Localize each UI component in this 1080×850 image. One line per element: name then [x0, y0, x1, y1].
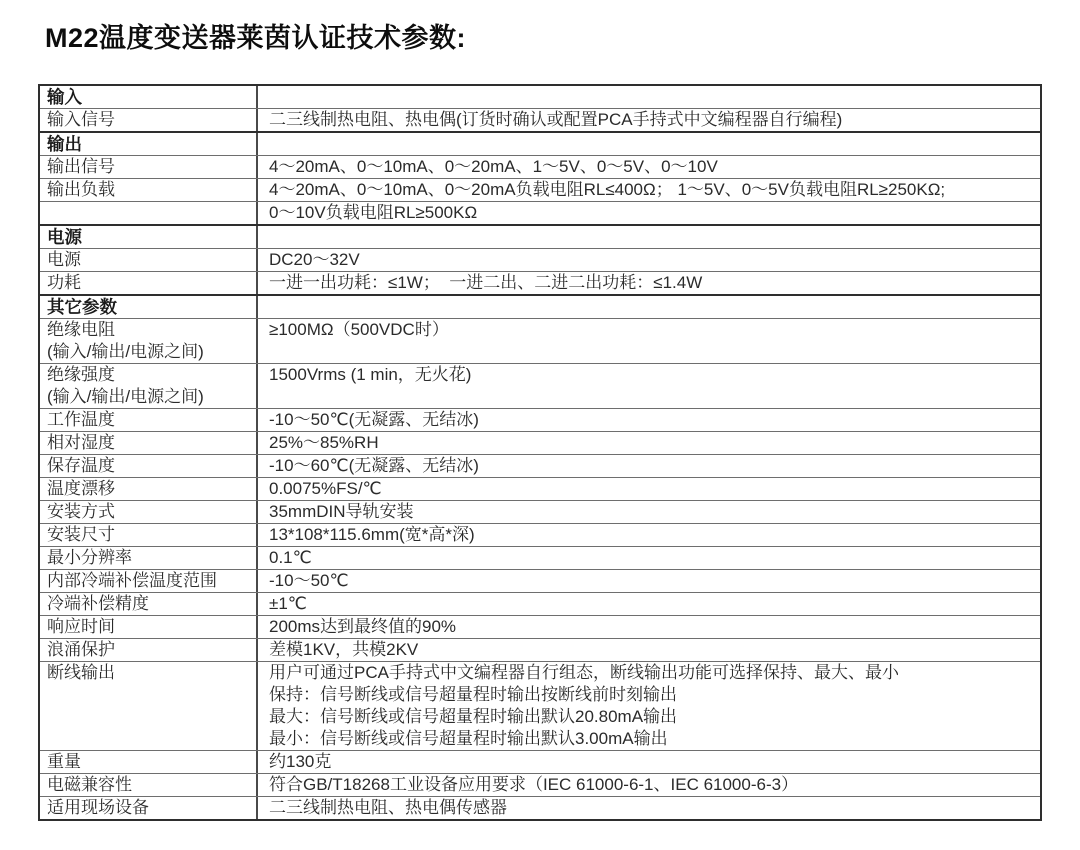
spec-value-cell — [258, 570, 1040, 592]
spec-row — [40, 477, 1040, 500]
spec-value-cell — [258, 593, 1040, 615]
spec-value-cell — [258, 524, 1040, 546]
spec-value-cell — [258, 409, 1040, 431]
spec-value-line: 最大：信号断线或信号超量程时输出默认20.80mA输出 — [269, 707, 678, 726]
section-header-row — [40, 224, 1040, 248]
spec-value-line: -10～50℃ — [269, 571, 349, 590]
spec-label-line: 保存温度 — [47, 456, 115, 475]
spec-label-line: 安装方式 — [47, 502, 115, 521]
spec-label-cell — [40, 296, 258, 318]
spec-value-cell — [258, 86, 1040, 108]
spec-value-cell — [258, 547, 1040, 569]
section-header-row — [40, 294, 1040, 318]
spec-value-cell — [258, 109, 1040, 131]
spec-row — [40, 500, 1040, 523]
spec-label-cell — [40, 409, 258, 431]
spec-row — [40, 454, 1040, 477]
spec-row — [40, 661, 1040, 750]
spec-label-line: 电源 — [47, 250, 81, 269]
spec-label-cell — [40, 432, 258, 454]
spec-value-cell — [258, 639, 1040, 661]
spec-label-line: 绝缘强度 — [47, 365, 115, 384]
spec-label-line — [47, 202, 252, 224]
spec-value-cell — [258, 272, 1040, 294]
spec-label-line: 相对湿度 — [47, 433, 115, 452]
spec-value-line: -10～60℃(无凝露、无结冰) — [269, 456, 479, 475]
spec-value-cell — [258, 432, 1040, 454]
spec-label-cell — [40, 109, 258, 131]
spec-label-line: 输入信号 — [47, 110, 115, 129]
spec-value-cell — [258, 156, 1040, 178]
section-header-row — [40, 86, 1040, 108]
spec-label-line: 内部冷端补偿温度范围 — [47, 571, 217, 590]
spec-label-cell — [40, 774, 258, 796]
spec-value-line: 0.0075%FS/℃ — [269, 479, 382, 498]
spec-label-line: 冷端补偿精度 — [47, 594, 149, 613]
spec-value-line: 差模1KV，共模2KV — [269, 640, 419, 659]
spec-label-line: 输出负载 — [47, 180, 115, 199]
spec-label-cell — [40, 455, 258, 477]
spec-label-line: 最小分辨率 — [47, 548, 132, 567]
spec-row — [40, 569, 1040, 592]
spec-label-cell — [40, 662, 258, 750]
spec-label-line: 工作温度 — [47, 410, 115, 429]
spec-label-cell — [40, 319, 258, 363]
spec-row — [40, 638, 1040, 661]
spec-row — [40, 271, 1040, 294]
spec-value-line: 二三线制热电阻、热电偶(订货时确认或配置PCA手持式中文编程器自行编程) — [269, 110, 843, 129]
spec-label-cell — [40, 797, 258, 819]
spec-label-line: 绝缘电阻 — [47, 320, 115, 339]
spec-label-line: 适用现场设备 — [47, 798, 149, 817]
spec-value-cell — [258, 249, 1040, 271]
spec-table — [38, 84, 1042, 821]
spec-label-line: 电源 — [47, 227, 82, 247]
spec-value-cell — [258, 133, 1040, 155]
spec-label-cell — [40, 133, 258, 155]
spec-value-line: ±1℃ — [269, 594, 307, 613]
spec-label-cell — [40, 179, 258, 201]
spec-label-line: 输出信号 — [47, 157, 115, 176]
spec-label-line: 电磁兼容性 — [47, 775, 132, 794]
spec-label-line: 功耗 — [47, 273, 81, 292]
spec-label-cell — [40, 226, 258, 248]
spec-value-cell — [258, 202, 1040, 224]
spec-row — [40, 750, 1040, 773]
spec-value-line: 4～20mA、0～10mA、0～20mA负载电阻RL≤400Ω； 1～5V、0～5V负载电阻RL≥250KΩ; — [269, 180, 946, 199]
spec-label-cell — [40, 501, 258, 523]
spec-value-cell — [258, 501, 1040, 523]
spec-label-line: (输入/输出/电源之间) — [47, 387, 204, 406]
page-title: M22温度变送器莱茵认证技术参数: — [45, 23, 467, 53]
spec-row — [40, 523, 1040, 546]
spec-row — [40, 201, 1040, 224]
spec-label-line: 温度漂移 — [47, 479, 115, 498]
spec-row — [40, 408, 1040, 431]
spec-value-cell — [258, 662, 1040, 750]
spec-label-line: 输入 — [47, 87, 82, 107]
spec-value-line: 0.1℃ — [269, 548, 312, 567]
spec-label-cell — [40, 616, 258, 638]
spec-value-line: DC20～32V — [269, 250, 360, 269]
spec-label-line: 响应时间 — [47, 617, 115, 636]
spec-label-line: 安装尺寸 — [47, 525, 115, 544]
spec-row — [40, 178, 1040, 201]
spec-value-line: 符合GB/T18268工业设备应用要求（IEC 61000-6-1、IEC 61000-6-3） — [269, 775, 799, 794]
spec-value-line: 25%～85%RH — [269, 433, 379, 452]
spec-label-cell — [40, 202, 258, 224]
spec-row — [40, 108, 1040, 131]
spec-row — [40, 796, 1040, 819]
spec-label-cell — [40, 639, 258, 661]
spec-label-line: 断线输出 — [47, 663, 115, 682]
spec-label-cell — [40, 364, 258, 408]
spec-value-cell — [258, 478, 1040, 500]
spec-row — [40, 615, 1040, 638]
spec-row — [40, 431, 1040, 454]
spec-label-line: 浪涌保护 — [47, 640, 115, 659]
spec-label-cell — [40, 249, 258, 271]
spec-value-line: 二三线制热电阻、热电偶传感器 — [269, 798, 507, 817]
spec-value-line: -10～50℃(无凝露、无结冰) — [269, 410, 479, 429]
spec-label-line: (输入/输出/电源之间) — [47, 342, 204, 361]
spec-label-line: 输出 — [47, 134, 82, 154]
spec-row — [40, 363, 1040, 408]
spec-label-cell — [40, 547, 258, 569]
spec-label-cell — [40, 593, 258, 615]
spec-value-cell — [258, 179, 1040, 201]
spec-value-cell — [258, 319, 1040, 363]
spec-value-line: 1500Vrms (1 min，无火花) — [269, 365, 472, 384]
spec-label-cell — [40, 272, 258, 294]
spec-label-cell — [40, 524, 258, 546]
spec-value-line: 0～10V负载电阻RL≥500KΩ — [269, 203, 478, 222]
spec-value-line: 约130克 — [269, 752, 332, 771]
spec-value-line: 最小：信号断线或信号超量程时输出默认3.00mA输出 — [269, 729, 668, 748]
spec-value-line: 保持：信号断线或信号超量程时输出按断线前时刻输出 — [269, 685, 677, 704]
section-header-row — [40, 131, 1040, 155]
spec-row — [40, 773, 1040, 796]
spec-label-cell — [40, 86, 258, 108]
spec-value-cell — [258, 751, 1040, 773]
spec-value-line: ≥100MΩ（500VDC时） — [269, 320, 449, 339]
spec-value-cell — [258, 797, 1040, 819]
spec-value-cell — [258, 296, 1040, 318]
spec-label-cell — [40, 570, 258, 592]
spec-label-cell — [40, 478, 258, 500]
spec-label-line: 其它参数 — [47, 297, 117, 317]
spec-value-line: 13*108*115.6mm(宽*高*深) — [269, 525, 475, 544]
spec-row — [40, 248, 1040, 271]
spec-value-line: 用户可通过PCA手持式中文编程器自行组态，断线输出功能可选择保持、最大、最小 — [269, 663, 899, 682]
spec-label-line: 重量 — [47, 752, 81, 771]
spec-label-cell — [40, 751, 258, 773]
spec-value-line: 4～20mA、0～10mA、0～20mA、1～5V、0～5V、0～10V — [269, 157, 718, 176]
spec-value-cell — [258, 226, 1040, 248]
spec-row — [40, 592, 1040, 615]
spec-value-cell — [258, 455, 1040, 477]
spec-value-cell — [258, 364, 1040, 408]
spec-row — [40, 318, 1040, 363]
spec-value-cell — [258, 774, 1040, 796]
spec-value-line: 一进一出功耗：≤1W； 一进二出、二进二出功耗：≤1.4W — [269, 273, 703, 292]
spec-value-cell — [258, 616, 1040, 638]
spec-value-line: 200ms达到最终值的90% — [269, 617, 457, 636]
spec-label-cell — [40, 156, 258, 178]
spec-row — [40, 155, 1040, 178]
spec-value-line: 35mmDIN导轨安装 — [269, 502, 414, 521]
spec-row — [40, 546, 1040, 569]
